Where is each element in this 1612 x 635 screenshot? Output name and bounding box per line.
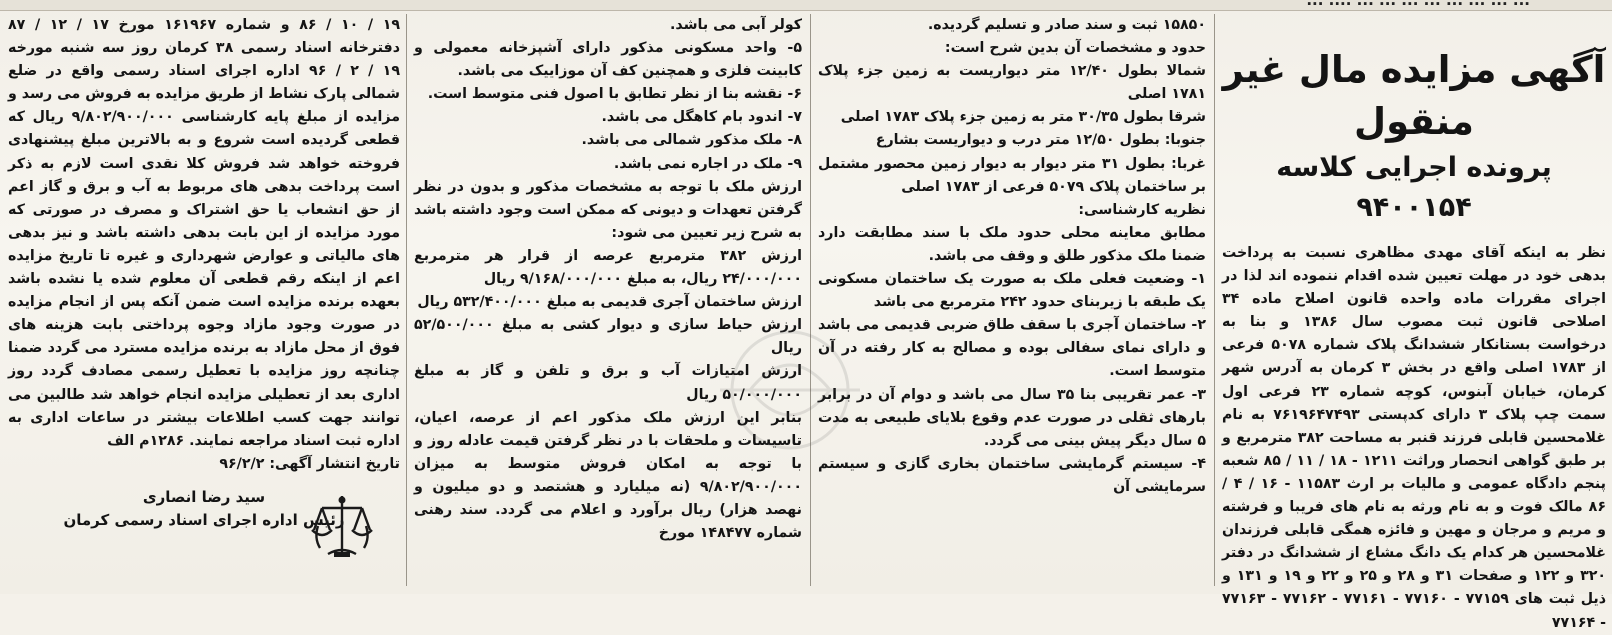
- column-divider: [810, 14, 811, 586]
- paragraph: ارزش امتیازات آب و برق و تلفن و گاز به مبلغ ۵۰/۰۰۰/۰۰۰ ریال: [414, 363, 802, 403]
- paragraph: کولر آبی می باشد.: [670, 17, 802, 33]
- column-divider: [406, 14, 407, 586]
- paragraph: ۳- عمر تقریبی بنا ۳۵ سال می باشد و دوام آن در برابر بارهای ثقلی در صورت عدم وقوع بلایای طبیعی به مدت ۵ سال دیگر پیش بینی می گردد.: [818, 386, 1206, 449]
- paragraph: شمالا بطول ۱۲/۴۰ متر دیواریست به زمین جزء پلاک ۱۷۸۱ اصلی: [818, 63, 1206, 103]
- auction-terms-paragraph: ۱۹ / ۱۰ / ۸۶ و شماره ۱۶۱۹۶۷ مورخ ۱۷ / ۱۲ / ۸۷ دفترخانه اسناد رسمی ۳۸ کرمان روز سه شنبه مورخه ۱۹ / ۲ / ۹۶ اداره اجرای اسناد رسمی واقع در ضلع شمالی پارک نشاط از طریق مزایده به فروش می رسد و مزایده از مبلغ پایه کارشناسی ۹/۸۰۲/۹۰۰/۰۰۰ ریال که قطعی گردیده است شروع و به بالاترین مبلغ پیشنهادی فروخته خواهد شد فروش کلا نقدی است لازم به ذکر است پرداخت بدهی های مربوط به آب و برق و گاز اعم از حق انشعاب یا حق اشتراک و مصرف در صورتی که مورد مزایده از این بابت بدهی داشته باشد و نیز بدهی های مالیاتی و عوارض شهرداری و غیره تا تاریخ مزایده اعم از اینکه رقم قطعی آن معلوم شده یا نشده باشد بعهده برنده مزایده است ضمن آنکه پس از انجام مزایده در صورت وجود مازاد وجوه پرداختی بابت هزینه های فوق از محل مازاد به برنده مزایده مسترد می گردد ضمنا چنانچه روز مزایده با تعطیل رسمی مصادف گردد روز اداری بعد از تعطیلی مزایده انجام خواهد شد طالبین می توانند جهت کسب اطلاعات بیشتر در ساعات اداری به اداره ثبت اسناد مراجعه نمایند. ۱۲۸۶م الف: [8, 17, 401, 449]
- paragraph: ارزش ۳۸۲ مترمربع عرصه از قرار هر مترمربع ۲۴/۰۰۰/۰۰۰ ریال، به مبلغ ۹/۱۶۸/۰۰۰/۰۰۰ ریال: [414, 247, 802, 288]
- paragraph: غربا: بطول ۳۱ متر دیوار به دیوار زمین محصور مشتمل بر ساختمان پلاک ۵۰۷۹ فرعی از ۱۷۸۳ اصلی: [818, 155, 1206, 195]
- intro-paragraph: نظر به اینکه آقای مهدی مظاهری نسبت به پرداخت بدهی خود در مهلت تعیین شده اقدام ننموده اند لذا در اجرای مقررات ماده واحده قانون اصلاح ماده ۳۴ اصلاحی قانون ثبت مصوب سال ۱۳۸۶ و بنا به درخواست بستانکار ششدانگ پلاک شماره ۵۰۷۸ فرعی از ۱۷۸۳ اصلی واقع در بخش ۳ کرمان به آدرس شهر کرمان، خیابان آبنوس، کوچه شماره ۲۳ فرعی اول سمت چپ پلاک ۳ دارای کدپستی ۷۶۱۹۶۴۷۴۹۳ به نام غلامحسین قابلی فرزند قنبر به مساحت ۳۸۲ مترمربع و بر طبق گواهی انحصار وراثت ۱۲۱۱ - ۱۸ / ۱۱ / ۸۵ شعبه پنجم دادگاه عمومی و مالیات بر ارث ۱۱۵۸۳ - ۱۶ / ۴ / ۸۶ مالک فوت و به نام ورثه به نام های فریبا و فرشته و مریم و مرجان و مهین و فائزه همگی قابلی فرزندان غلامحسین هر کدام یک دانگ مشاع از ششدانگ در دفتر ۳۲۰ و ۱۲۲ و صفحات ۳۱ و ۲۸ و ۲۵ و ۲۲ و ۱۹ و ۱۳۱ و ذیل ثبت های ۷۷۱۵۹ - ۷۷۱۶۰ - ۷۷۱۶۱ - ۷۷۱۶۲ - ۷۷۱۶۳ - ۷۷۱۶۴: [1222, 245, 1607, 631]
- paragraph: ۴- سیستم گرمایشی ساختمان بخاری گازی و سیستم سرمایشی آن: [818, 455, 1206, 495]
- column-valuation: [414, 14, 802, 590]
- paragraph: ۶- نقشه بنا از نظر تطابق با اصول فنی متوسط است.: [427, 86, 802, 103]
- signer-role: رئیس اداره اجرای اسناد رسمی کرمان: [63, 510, 345, 529]
- column-divider: [1214, 14, 1215, 586]
- paragraph: ۷- اندود بام کاهگل می باشد.: [601, 109, 802, 126]
- case-number: پرونده اجرایی کلاسه ۹۴۰۰۱۵۴: [1276, 152, 1552, 223]
- paragraph: نظریه کارشناسی:: [1078, 201, 1206, 218]
- paragraph: بنابر این ارزش ملک مذکور اعم از عرصه، اعیان، تاسیسات و ملحقات با در نظر گرفتن قیمت عادله روز و با توجه به امکان فروش متوسط به میزان ۹/۸۰۲/۹۰۰/۰۰۰ (نه میلیارد و هشتصد و دو میلیون و نهصد هزار) ریال برآورد و اعلام می گردد. سند رهنی شماره ۱۴۸۴۷۷ مورخ: [414, 409, 802, 542]
- paragraph: ۹- ملک در اجاره نمی باشد.: [613, 155, 802, 172]
- judiciary-emblem-icon: [304, 490, 380, 566]
- paragraph: شرقا بطول ۳۰/۳۵ متر به زمین جزء پلاک ۱۷۸۳ اصلی: [840, 109, 1206, 126]
- paragraph: ۵- واحد مسکونی مذکور دارای آشپزخانه معمولی و کابینت فلزی و همچنین کف آن موزاییک می باشد.: [414, 40, 802, 80]
- paragraph: ۸- ملک مذکور شمالی می باشد.: [581, 132, 802, 149]
- paragraph: ۲- ساختمان آجری با سقف طاق ضربی قدیمی می باشد و دارای نمای سفالی بوده و مصالح به کار رفته در آن متوسط است.: [818, 317, 1206, 380]
- paragraph: ارزش ساختمان آجری قدیمی به مبلغ ۵۳۲/۴۰۰/۰۰۰ ریال: [417, 294, 802, 311]
- paragraph: جنوبا: بطول ۱۲/۵۰ متر درب و دیواریست بشارع: [875, 132, 1206, 149]
- paragraph: حدود و مشخصات آن بدین شرح است:: [944, 40, 1206, 57]
- column-title-intro: [1222, 14, 1607, 631]
- paragraph: ۱۵۸۵۰ ثبت و سند صادر و تسلیم گردیده.: [927, 17, 1206, 33]
- publish-date: تاریخ انتشار آگهی: ۹۶/۲/۲: [219, 455, 400, 472]
- top-cutoff-strip: [0, 0, 1612, 11]
- paragraph: مطابق معاینه محلی حدود ملک با سند مطابقت دارد ضمنا ملک مذکور طلق و وقف می باشد.: [818, 224, 1206, 264]
- notice-title: آگهی مزایده مال غیر منقول: [1222, 48, 1606, 143]
- paragraph: ۱- وضعیت فعلی ملک به صورت یک ساختمان مسکونی یک طبقه با زیربنای حدود ۲۴۲ مترمربع می باشد: [818, 271, 1206, 311]
- column-boundaries-expert: [818, 14, 1206, 590]
- paragraph: ارزش ملک با توجه به مشخصات مذکور و بدون در نظر گرفتن تعهدات و دیونی که ممکن است وجود داشته باشد به شرح زیر تعیین می شود:: [414, 178, 802, 241]
- paragraph: ارزش حیاط سازی و دیوار کشی به مبلغ ۵۲/۵۰۰/۰۰۰ ریال: [414, 317, 802, 357]
- signer-name: سید رضا انصاری: [142, 487, 266, 506]
- top-cutoff-text: ... ... ... ... ... ... ... ... .... ...: [1306, 0, 1530, 9]
